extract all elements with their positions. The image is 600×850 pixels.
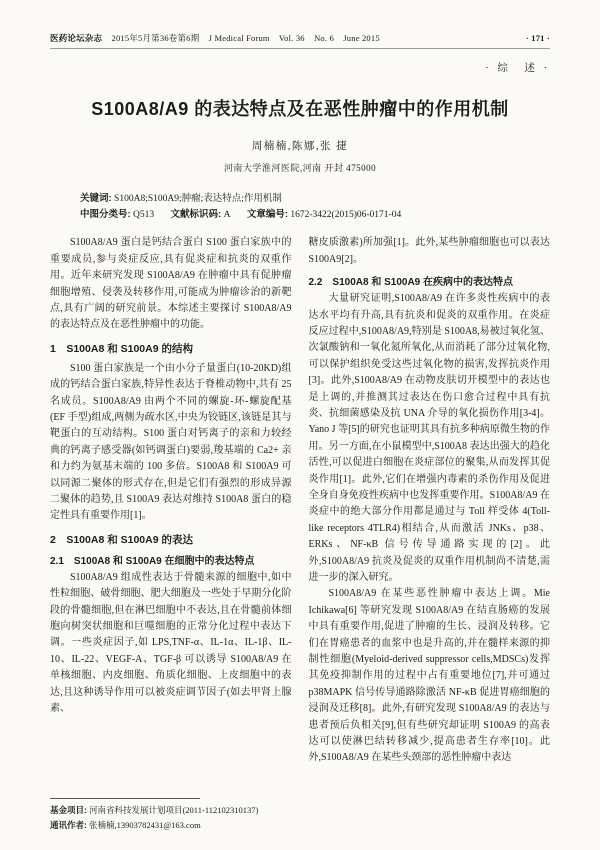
cell-expression-paragraph: S100A8/A9 组成性表达于骨髓来源的细胞中,如中性粒细胞、破骨细胞、肥大细胞及一些处于早期分化阶段的骨髓细胞,但在淋巴细胞中不表达,且在骨髓前体细胞向树突状细胞和巨噬细胞的正常分化过程中表达下调。一些炎症因子,如 LPS,TNF-α、IL-1α、IL-1β、IL-10、IL-22、VEGF-A、TGF-β 可以诱导 S100A8/A9 在单核细胞、内皮细胞、角质化细胞、上皮细胞中的表达,且这种诱导作用可以被炎症调节因子(如去甲肾上腺素、: [50, 571, 292, 715]
footnote-area: [50, 798, 550, 834]
disease-expression-paragraph: 大量研究证明,S100A8/A9 在许多炎性疾病中的表达水平均有升高,具有抗炎和促炎的双重作用。在炎症反应过程中,S100A8/A9,特别是 S100A8,易被过氧化氢、次氯酸钠和一氧化氮所氧化,从而消耗了部分过氧化物,可以保护组织免受这些过氧化物的损害,发挥抗炎作用[3]。此外,S100A8/A9 在动物皮肤切开模型中的表达也是上调的,并推测其过表达在伤口愈合过程中具有抗炎、抗细菌感染及抗 UNA 介导的氧化损伤作用[3-4]。Yano J 等[5]的研究也证明其具有抗多种病原微生物的作用。另一方面,在小鼠模型中,S100A8 表达出强大的趋化活性,可以促进白细胞在炎症部位的聚集,从而发挥其促炎作用[1]。此外,它们在增强内毒素的杀伤作用及促进全身自身免疫性疾病中也发挥重要作用。S100A8/A9 在炎症中的绝大部分作用都是通过与 Toll 样受体 4(Toll-like receptors 4TLR4)相结合,从而激活 JNKs、p38、ERKs、NF-κB 信号传导通路实现的[2]。此外,S100A8/A9 抗炎及促炎的双重作用机制尚不清楚,需进一步的深入研究。: [308, 293, 550, 583]
journal-header: [50, 32, 550, 49]
journal-name-en: J Medical Forum: [208, 33, 270, 43]
section-heading-1: 1 S100A8 和 S100A9 的结构: [50, 342, 193, 355]
article-id-label: 文章编号:: [246, 209, 289, 221]
fund-line: [50, 803, 550, 819]
fund-label: 基金项目:: [50, 804, 87, 815]
section-heading-2: 2 S100A8 和 S100A9 的表达: [50, 533, 193, 546]
right-column: [309, 235, 551, 789]
journal-name-cn: 医药论坛杂志: [50, 33, 103, 43]
corresponding-author-line: [50, 818, 550, 834]
keywords-value: S100A8;S100A9;肿瘤;表达特点;作用机制: [114, 194, 282, 204]
article-body: [50, 235, 550, 789]
affiliation-line: 河南大学淮河医院,河南 开封 475000: [223, 163, 377, 173]
footnote-rule: [50, 798, 200, 799]
doc-code-label: 文献标识码:: [170, 209, 222, 221]
subsection-heading-2-1: 2.1 S100A8 和 S100A9 在细胞中的表达特点: [50, 555, 255, 567]
article-type-mark: · 综 述 ·: [485, 63, 550, 74]
keywords-label: 关键词:: [80, 193, 112, 204]
doc-code-value: A: [223, 210, 231, 221]
article-title: S100A8/A9 的表达特点及在恶性肿瘤中的作用机制: [91, 99, 509, 119]
issue-date: June 2015: [343, 33, 380, 43]
classification-line: [80, 207, 550, 223]
subsection-heading-2-2: 2.2 S100A8 和 S100A9 在疾病中的表达特点: [308, 277, 514, 289]
corresponding-author-label: 通讯作者:: [50, 820, 87, 831]
structure-paragraph: S100 蛋白家族是一个由小分子量蛋白(10-20KD)组成的钙结合蛋白家族,特异性表达于脊椎动物中,共有 25 名成员。S100A8/A9 由两个不同的螺旋-环-螺旋配基(EF 手型)组成,两侧为疏水区,中央为铰链区,该链是其与靶蛋白的互动结构。S100 蛋白对钙离子的亲和力较经典的钙离子感受器(如钙调蛋白)要弱,羧基端的 Ca2+ 亲和力约为氨基末端的 100 多倍。S100A8 和 S100A9 可以同源二聚体的形式存在,但是它们有强烈的形成异源二聚体的趋势,且 S100A9 表达对维持 S100A8 蛋白的稳定性具有重要作用[1]。: [50, 362, 292, 522]
corresponding-author-value: 张楠楠,13903782431@163.com: [88, 820, 201, 831]
volume-number: Vol. 36: [278, 33, 305, 43]
authors-line: 周楠楠,陈娜,张 捷: [251, 141, 349, 152]
issue-info: 2015年5月第36卷第6期: [111, 33, 200, 43]
tumor-expression-paragraph: S100A8/A9 在某些恶性肿瘤中表达上调。Mie Ichikawa[6] 等研究发现 S100A8/A9 在结直肠癌的发展中具有重要作用,促进了肿瘤的生长、浸润及转移。它们在胃癌患者的血浆中也是升高的,并在髓样来源的抑制性细胞(Myeloid-derived suppressor cells,MDSCs)发挥其免疫抑制作用的过程中占有重要地位[7],并可通过 p38MAPK 信号传导通路除激活 NF-κB 促进胃癌细胞的浸润及迁移[8]。此外,有研究发现 S100A8/A9 的表达与患者预后负相关[9],但有些研究却证明 S100A9 的高表达可以使淋巴结转移减少,提高患者生存率[10]。此外,S100A8/A9 在某些头颈部的恶性肿瘤中表达: [308, 588, 550, 764]
clc-label: 中图分类号:: [80, 209, 131, 221]
issue-number: No. 6: [314, 33, 334, 43]
article-meta: [50, 191, 550, 223]
journal-info: [50, 32, 387, 44]
clc-value: Q513: [133, 210, 155, 221]
keywords-line: [80, 191, 550, 207]
article-id-value: 1672-3422(2015)06-0171-04: [290, 210, 402, 221]
left-column: [50, 235, 292, 789]
fund-value: 河南省科技发展计划项目(2011-112102310137): [88, 804, 259, 815]
intro-paragraph: S100A8/A9 蛋白是钙结合蛋白 S100 蛋白家族中的重要成员,参与炎症反应,具有促炎症和抗炎的双重作用。近年来研究发现 S100A8/A9 在肿瘤中具有促肿瘤细胞增殖、侵袭及转移作用,可能成为肿瘤诊治的新靶点,具有广阔的研究前景。本综述主要探讨 S100A8/A9 的表达特点及在恶性肿瘤中的功能。: [50, 237, 292, 331]
page-number: · 171 ·: [525, 33, 550, 43]
continued-paragraph: 糖皮质激素)所加强[1]。此外,某些肿瘤细胞也可以表达 S100A9[2]。: [308, 237, 550, 265]
